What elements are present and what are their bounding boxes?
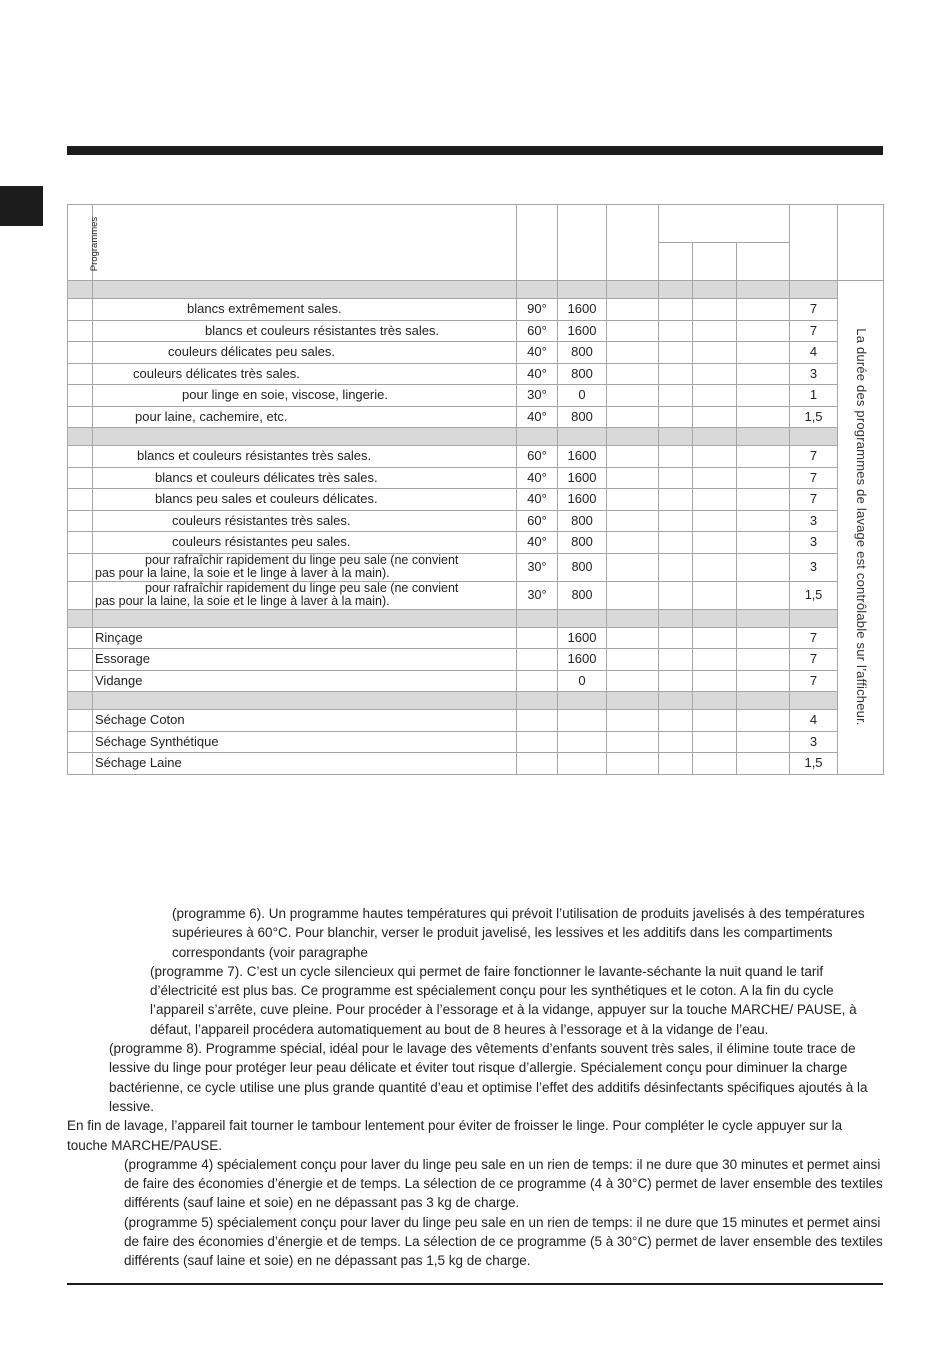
table-row [68, 753, 884, 775]
max-temperature: 60° [517, 320, 558, 342]
max-spin-speed: 1600 [558, 467, 607, 489]
max-load: 3 [790, 363, 838, 385]
table-row [68, 532, 884, 554]
max-temperature [517, 753, 558, 775]
table-row [68, 627, 884, 649]
paragraph-end-of-wash: En fin de lavage, l’appareil fait tourner le tambour lentement pour éviter de froisser le linge. Pour compléter le cycle appuyer sur la touche MARCHE/PAUSE. [67, 1118, 843, 1153]
program-description: couleurs résistantes très sales. [93, 510, 517, 532]
max-load: 7 [790, 670, 838, 692]
max-spin-speed: 1600 [558, 649, 607, 671]
max-temperature: 60° [517, 446, 558, 468]
program-description: couleurs délicates peu sales. [93, 342, 517, 364]
program-description: pour rafraîchir rapidement du linge peu sale (ne convient pas pour la laine, la soie et le linge à laver à la main). [93, 581, 517, 609]
group-separator-row [68, 281, 884, 299]
max-temperature [517, 731, 558, 753]
group-separator-row [68, 692, 884, 710]
program-description: blancs et couleurs délicates très sales. [93, 467, 517, 489]
table-row [68, 553, 884, 581]
max-load: 3 [790, 532, 838, 554]
max-spin-speed: 800 [558, 342, 607, 364]
table-row [68, 467, 884, 489]
max-spin-speed: 800 [558, 553, 607, 581]
group-separator-row [68, 609, 884, 627]
program-description: blancs extrêmement sales. [93, 299, 517, 321]
max-spin-speed: 800 [558, 363, 607, 385]
programmes-header-cell [68, 205, 101, 281]
max-temperature: 40° [517, 489, 558, 511]
max-spin-speed: 1600 [558, 320, 607, 342]
max-temperature: 40° [517, 532, 558, 554]
table-row [68, 299, 884, 321]
table-row [68, 510, 884, 532]
max-spin-speed [558, 753, 607, 775]
max-spin-speed: 1600 [558, 489, 607, 511]
footer-rule [67, 1283, 883, 1285]
paragraph-programme-4: (programme 4) spécialement conçu pour laver du linge peu sale en un rien de temps: il ne dure que 30 minutes et permet ainsi de faire des économies d’énergie et de temps. La sélection de ce programme (4 à 30°C) permet de laver ensemble des textiles différents (sauf laine et soie) en ne dépassant pas 3 kg de charge. [124, 1156, 883, 1211]
program-description: pour rafraîchir rapidement du linge peu sale (ne convient pas pour la laine, la soie et le linge à laver à la main). [93, 553, 517, 581]
paragraph-programme-8: (programme 8). Programme spécial, idéal pour le lavage des vêtements d’enfants souvent très sales, il élimine toute trace de lessive du linge pour protéger leur peau délicate et éviter tout risque d’allergie. Spécialement conçu pour diminuer la charge bactérienne, ce cycle utilise une plus grande quantité d’eau et optimise l’effet des additifs désinfectants spécifiques ajoutés à la lessive. [109, 1041, 868, 1114]
max-temperature: 40° [517, 363, 558, 385]
programmes-table [67, 204, 884, 775]
section-tab-marker [0, 186, 43, 226]
program-description: couleurs délicates très sales. [93, 363, 517, 385]
table-row [68, 342, 884, 364]
max-temperature [517, 649, 558, 671]
max-spin-speed: 800 [558, 581, 607, 609]
paragraph-programme-7: (programme 7). C’est un cycle silencieux qui permet de faire fonctionner le lavante-séchante la nuit quand le tarif d’électricité est plus bas. Ce programme est spécialement conçu pour les synthétiques et le coton. A la fin du cycle l’appareil s’arrête, cuve pleine. Pour procéder à l’essorage et à la vidange, appuyer sur la touche MARCHE/ PAUSE, à défaut, l’appareil procédera automatiquement au bout de 8 heures à l’essorage et à la vidange de l’eau. [150, 963, 857, 1037]
max-load: 7 [790, 489, 838, 511]
max-load: 3 [790, 731, 838, 753]
table-row [68, 385, 884, 407]
max-load: 1,5 [790, 753, 838, 775]
duration-note-cell [838, 281, 884, 775]
max-spin-speed: 800 [558, 406, 607, 428]
programmes-header-label: Programmes [89, 216, 101, 271]
program-descriptions [67, 904, 883, 1271]
table-row [68, 363, 884, 385]
table-header-row [68, 205, 884, 243]
table-row [68, 731, 884, 753]
max-load: 7 [790, 627, 838, 649]
max-spin-speed: 800 [558, 532, 607, 554]
max-spin-speed: 1600 [558, 446, 607, 468]
max-load: 7 [790, 467, 838, 489]
max-temperature: 40° [517, 406, 558, 428]
max-temperature [517, 670, 558, 692]
table-row [68, 446, 884, 468]
max-load: 7 [790, 320, 838, 342]
header-rule [67, 146, 883, 155]
max-load: 3 [790, 510, 838, 532]
max-spin-speed [558, 710, 607, 732]
max-spin-speed: 800 [558, 510, 607, 532]
table-row [68, 670, 884, 692]
max-spin-speed: 1600 [558, 299, 607, 321]
group-separator-row [68, 428, 884, 446]
table-row [68, 581, 884, 609]
max-load: 1 [790, 385, 838, 407]
paragraph-programme-6: (programme 6). Un programme hautes températures qui prévoit l’utilisation de produits javelisés à des températures supérieures à 60°C. Pour blanchir, verser le produit javelisé, les lessives et les additifs dans les compartiments correspondants (voir paragraphe [172, 906, 865, 960]
program-description: blancs et couleurs résistantes très sales. [93, 320, 517, 342]
program-description: Vidange [93, 670, 517, 692]
program-description: pour linge en soie, viscose, lingerie. [93, 385, 517, 407]
max-load: 7 [790, 446, 838, 468]
program-description: Séchage Synthétique [93, 731, 517, 753]
table-row [68, 649, 884, 671]
max-spin-speed: 0 [558, 385, 607, 407]
program-description: pour laine, cachemire, etc. [93, 406, 517, 428]
max-temperature [517, 710, 558, 732]
program-description: Séchage Coton [93, 710, 517, 732]
max-load: 1,5 [790, 581, 838, 609]
program-description: blancs et couleurs résistantes très sales. [93, 446, 517, 468]
table-row [68, 320, 884, 342]
max-temperature: 40° [517, 467, 558, 489]
max-temperature: 30° [517, 553, 558, 581]
max-spin-speed [558, 731, 607, 753]
table-row [68, 489, 884, 511]
max-load: 3 [790, 553, 838, 581]
max-temperature: 40° [517, 342, 558, 364]
program-description: Séchage Laine [93, 753, 517, 775]
max-spin-speed: 1600 [558, 627, 607, 649]
max-load: 7 [790, 299, 838, 321]
program-description: blancs peu sales et couleurs délicates. [93, 489, 517, 511]
max-temperature: 60° [517, 510, 558, 532]
program-description: couleurs résistantes peu sales. [93, 532, 517, 554]
program-description: Essorage [93, 649, 517, 671]
max-load: 1,5 [790, 406, 838, 428]
table-row [68, 406, 884, 428]
max-temperature: 30° [517, 581, 558, 609]
max-load: 4 [790, 710, 838, 732]
program-description: Rinçage [93, 627, 517, 649]
max-temperature: 90° [517, 299, 558, 321]
max-temperature: 30° [517, 385, 558, 407]
paragraph-programme-5: (programme 5) spécialement conçu pour laver du linge peu sale en un rien de temps: il ne dure que 15 minutes et permet ainsi de faire des économies d’énergie et de temps. La sélection de ce programme (5 à 30°C) permet de laver ensemble des textiles différents (sauf laine et soie) en ne dépassant pas 1,5 kg de charge. [124, 1214, 883, 1269]
max-load: 7 [790, 649, 838, 671]
max-load: 4 [790, 342, 838, 364]
max-spin-speed: 0 [558, 670, 607, 692]
max-temperature [517, 627, 558, 649]
table-row [68, 710, 884, 732]
duration-note: La durée des programmes de lavage est contrôlable sur l’afficheur. [853, 328, 869, 726]
